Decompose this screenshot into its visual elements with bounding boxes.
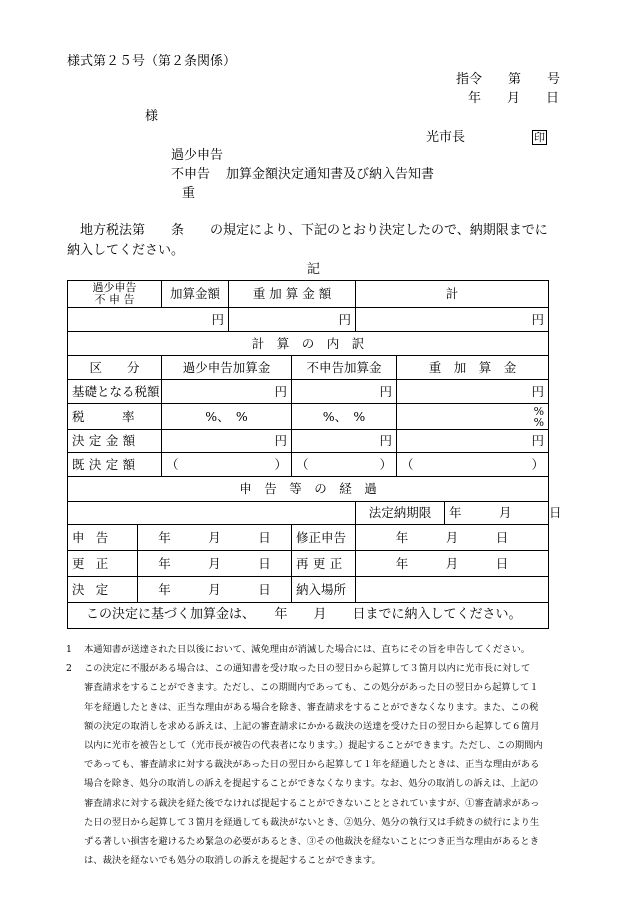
recorrection-label: 再更正	[292, 551, 356, 577]
note-text: 本通知書が送達された日以後において、減免理由が消滅した場合には、直ちにその旨を申告してください。	[84, 644, 531, 655]
seal-mark: 印	[534, 131, 545, 144]
filing-label: 申告	[68, 525, 138, 551]
rate-fushin[interactable]: %、 %	[292, 404, 397, 430]
amended-filing-label: 修正申告	[292, 525, 356, 551]
summary-total-header: 計	[356, 281, 549, 308]
breakdown-kashou-header: 過少申告加算金	[162, 356, 292, 380]
intro-line-2: 納入してください。	[67, 243, 185, 258]
filing-date[interactable]: 年 月 日	[138, 525, 292, 551]
breakdown-juu-header: 重 加 算 金	[397, 356, 549, 380]
summary-type-fushin: 不 申 告	[94, 293, 135, 306]
title-option-juu: 重	[182, 186, 196, 201]
payment-statement: この決定に基づく加算金は、 年 月 日までに納入してください。	[68, 603, 549, 629]
note-number: 1	[66, 644, 72, 655]
summary-type-cell	[68, 281, 162, 308]
progress-title: 申 告 等 の 経 過	[68, 477, 549, 502]
progress-blank-cell	[68, 502, 356, 525]
note-2	[66, 659, 554, 870]
summary-value-row	[68, 308, 549, 332]
payment-row	[68, 603, 549, 629]
recorrection-date[interactable]: 年 月 日	[356, 551, 549, 577]
base-kashou-amount[interactable]: 円	[162, 380, 292, 404]
progress-deadline-row	[68, 502, 549, 525]
ki-heading: 記	[307, 262, 321, 277]
rate-juu[interactable]	[397, 404, 549, 430]
summary-juu-amount[interactable]: 円	[229, 308, 356, 332]
rate-kashou[interactable]: %、 %	[162, 404, 292, 430]
rate-juu-pct-1: %	[533, 404, 545, 418]
form-number: 様式第２５号（第２条関係）	[67, 54, 237, 69]
decided-kashou-amount[interactable]: 円	[162, 430, 292, 453]
breakdown-rate-label: 税 率	[68, 404, 162, 430]
breakdown-title: 計 算 の 内 訳	[68, 332, 549, 356]
decided-fushin-amount[interactable]: 円	[292, 430, 397, 453]
summary-type-kashou: 過少申告	[92, 281, 137, 294]
paren-open: （	[401, 456, 414, 472]
document-title: 加算金額決定通知書及び納入告知書	[226, 167, 435, 182]
base-fushin-amount[interactable]: 円	[292, 380, 397, 404]
deadline-date[interactable]: 年 月 日	[445, 502, 549, 525]
reference-number: 指令 第 号	[456, 72, 561, 87]
progress-title-row	[68, 477, 549, 502]
decision-date[interactable]: 年 月 日	[138, 577, 292, 603]
summary-header-row	[68, 281, 549, 308]
assessment-table	[67, 280, 562, 629]
note-text: この決定に不服がある場合は、この通知書を受け取った日の翌日から起算して３箇月以内に光市長に対して 審査請求をすることができます。ただし、この期間内であっても、この処分があった日の翌日から起算して１ 年を経過したときは、正当な理由がある場合を除き、審査請求をすることができなくなります。また、この税 額の決定の取消しを求める訴えは、上記の審査請求にかかる裁決の送達を受けた日の翌日から起算して６箇月 以内に光市を被告として（光市長が被告の代表者になります。）提起することができます。ただし、この期間内 であっても、審査請求に対する裁決があった日の翌日から起算して１年を経過したときは、正当な理由がある 場合を除き、処分の取消しの訴えを提起することができなくなります。なお、処分の取消しの訴えは、上記の 審査請求に対する裁決を経た後でなければ提起することができないこととされていますが、①審査請求があっ た日の翌日から起算して３箇月を経過しても裁決がないとき、②処分、処分の執行又は手続きの続行により生 ずる著しい損害を避けるため緊急の必要があるとき、③その他裁決を経ないことにつき正当な理由があるとき は、裁決を経ないでも処分の取消しの訴えを提起することができます。	[84, 663, 543, 867]
existing-kashou-amount[interactable]	[162, 453, 292, 477]
paren-open: （	[296, 456, 309, 472]
summary-total-amount[interactable]: 円	[356, 308, 549, 332]
existing-fushin-amount[interactable]	[292, 453, 397, 477]
breakdown-decided-label: 決定金額	[68, 430, 162, 453]
deadline-label: 法定納期限	[356, 502, 445, 525]
progress-row-1	[68, 525, 549, 551]
note-number: 2	[66, 663, 72, 675]
correction-label: 更正	[68, 551, 138, 577]
breakdown-fushin-header: 不申告加算金	[292, 356, 397, 380]
breakdown-row-decided	[68, 430, 549, 453]
addressee-suffix: 様	[145, 109, 159, 124]
progress-row-3	[68, 577, 549, 603]
breakdown-header-row	[68, 356, 549, 380]
payment-place-value[interactable]	[356, 577, 549, 603]
breakdown-row-existing	[68, 453, 549, 477]
summary-kasan-amount[interactable]: 円	[68, 308, 229, 332]
summary-kasan-header: 加算金額	[162, 281, 229, 308]
intro-line-1: 地方税法第 条 の規定により、下記のとおり決定したので、納期限までに	[80, 223, 548, 238]
breakdown-row-rate	[68, 404, 549, 430]
notes-section	[66, 640, 554, 870]
summary-juu-header: 重 加 算 金 額	[229, 281, 356, 308]
existing-juu-amount[interactable]	[397, 453, 549, 477]
title-option-kashou: 過少申告	[171, 148, 224, 163]
payment-place-label: 納入場所	[292, 577, 356, 603]
base-juu-amount[interactable]: 円	[397, 380, 549, 404]
paren-open: （	[166, 456, 179, 472]
issuer-name: 光市長	[426, 130, 466, 145]
decided-juu-amount[interactable]: 円	[397, 430, 549, 453]
breakdown-row-base	[68, 380, 549, 404]
correction-date[interactable]: 年 月 日	[138, 551, 292, 577]
breakdown-base-label: 基礎となる税額	[68, 380, 162, 404]
breakdown-title-row	[68, 332, 549, 356]
amended-filing-date[interactable]: 年 月 日	[356, 525, 549, 551]
decision-label: 決定	[68, 577, 138, 603]
breakdown-existing-label: 既決定額	[68, 453, 162, 477]
breakdown-category-header: 区 分	[68, 356, 162, 380]
title-option-fushinkoku: 不申告	[171, 167, 211, 182]
note-1	[66, 640, 554, 659]
progress-row-2	[68, 551, 549, 577]
issue-date: 年 月 日	[468, 91, 560, 106]
paren-close: ）	[531, 456, 545, 472]
paren-close: ）	[379, 456, 393, 472]
rate-juu-pct-2: %	[533, 415, 545, 429]
paren-close: ）	[274, 456, 287, 472]
